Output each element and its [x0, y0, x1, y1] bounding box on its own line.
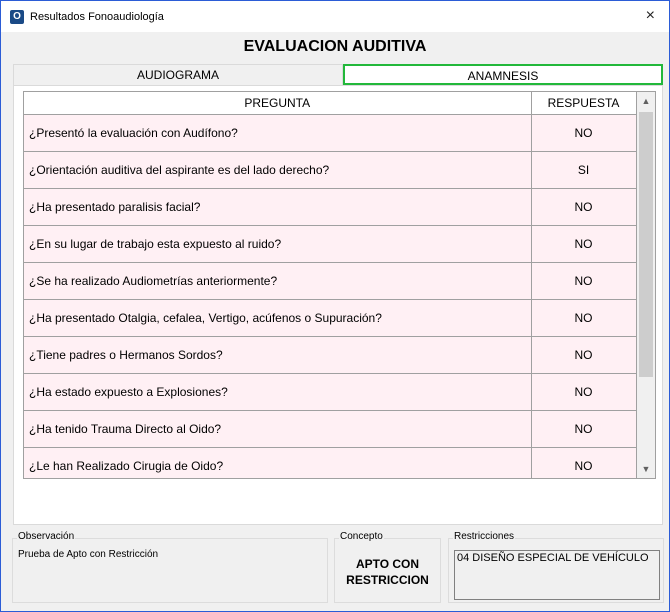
column-header-respuesta[interactable]: RESPUESTA	[531, 92, 636, 114]
table-row[interactable]	[24, 447, 636, 479]
respuesta-cell[interactable]: NO	[531, 299, 636, 336]
pregunta-cell[interactable]: ¿En su lugar de trabajo esta expuesto al ruido?	[24, 225, 531, 262]
pregunta-cell[interactable]: ¿Ha presentado Otalgia, cefalea, Vertigo, acúfenos o Supuración?	[24, 299, 531, 336]
title-bar	[1, 1, 669, 32]
pregunta-cell[interactable]: ¿Presentó la evaluación con Audífono?	[24, 114, 531, 151]
pregunta-cell[interactable]: ¿Tiene padres o Hermanos Sordos?	[24, 336, 531, 373]
page-title: EVALUACION AUDITIVA	[243, 38, 427, 55]
vertical-scrollbar[interactable]	[637, 92, 655, 478]
tab-audiograma[interactable]: AUDIOGRAMA	[13, 64, 343, 85]
respuesta-cell[interactable]: NO	[531, 262, 636, 299]
restricciones-field[interactable]: 04 DISEÑO ESPECIAL DE VEHÍCULO	[454, 550, 660, 600]
observacion-value: Prueba de Apto con Restricción	[18, 549, 159, 560]
respuesta-cell[interactable]: NO	[531, 336, 636, 373]
concepto-line2: RESTRICCION	[346, 573, 429, 587]
anamnesis-grid	[23, 91, 656, 479]
table-row[interactable]	[24, 151, 636, 188]
respuesta-cell[interactable]: NO	[531, 373, 636, 410]
table-row[interactable]	[24, 299, 636, 336]
scrollbar-thumb[interactable]	[639, 112, 653, 377]
table-row[interactable]	[24, 225, 636, 262]
respuesta-cell[interactable]: NO	[531, 410, 636, 447]
app-icon: O	[10, 10, 24, 24]
concepto-line1: APTO CON	[355, 557, 420, 571]
close-icon[interactable]: ×	[645, 7, 655, 24]
restricciones-group	[448, 531, 664, 603]
tab-anamnesis[interactable]: ANAMNESIS	[343, 64, 663, 85]
table-row[interactable]	[24, 262, 636, 299]
table-row[interactable]	[24, 336, 636, 373]
table-row[interactable]	[24, 373, 636, 410]
scroll-down-icon[interactable]: ▼	[641, 464, 651, 474]
pregunta-cell[interactable]: ¿Ha presentado paralisis facial?	[24, 188, 531, 225]
table-row[interactable]	[24, 114, 636, 151]
pregunta-cell[interactable]: ¿Le han Realizado Cirugia de Oido?	[24, 447, 531, 479]
concepto-value	[335, 556, 440, 588]
pregunta-cell[interactable]: ¿Ha estado expuesto a Explosiones?	[24, 373, 531, 410]
table-row[interactable]	[24, 410, 636, 447]
table-row[interactable]	[24, 188, 636, 225]
observacion-group	[12, 531, 328, 603]
column-header-pregunta[interactable]: PREGUNTA	[24, 92, 531, 114]
pregunta-cell[interactable]: ¿Orientación auditiva del aspirante es del lado derecho?	[24, 151, 531, 188]
restricciones-label: Restricciones	[454, 531, 515, 542]
scroll-up-icon[interactable]: ▲	[641, 96, 651, 106]
pregunta-cell[interactable]: ¿Se ha realizado Audiometrías anteriormente?	[24, 262, 531, 299]
window-title: Resultados Fonoaudiología	[30, 10, 164, 23]
respuesta-cell[interactable]: NO	[531, 225, 636, 262]
respuesta-cell[interactable]: NO	[531, 114, 636, 151]
pregunta-cell[interactable]: ¿Ha tenido Trauma Directo al Oido?	[24, 410, 531, 447]
respuesta-cell[interactable]: NO	[531, 447, 636, 479]
observacion-label: Observación	[18, 531, 75, 542]
respuesta-cell[interactable]: NO	[531, 188, 636, 225]
respuesta-cell[interactable]: SI	[531, 151, 636, 188]
concepto-group	[334, 531, 441, 603]
concepto-label: Concepto	[340, 531, 383, 542]
